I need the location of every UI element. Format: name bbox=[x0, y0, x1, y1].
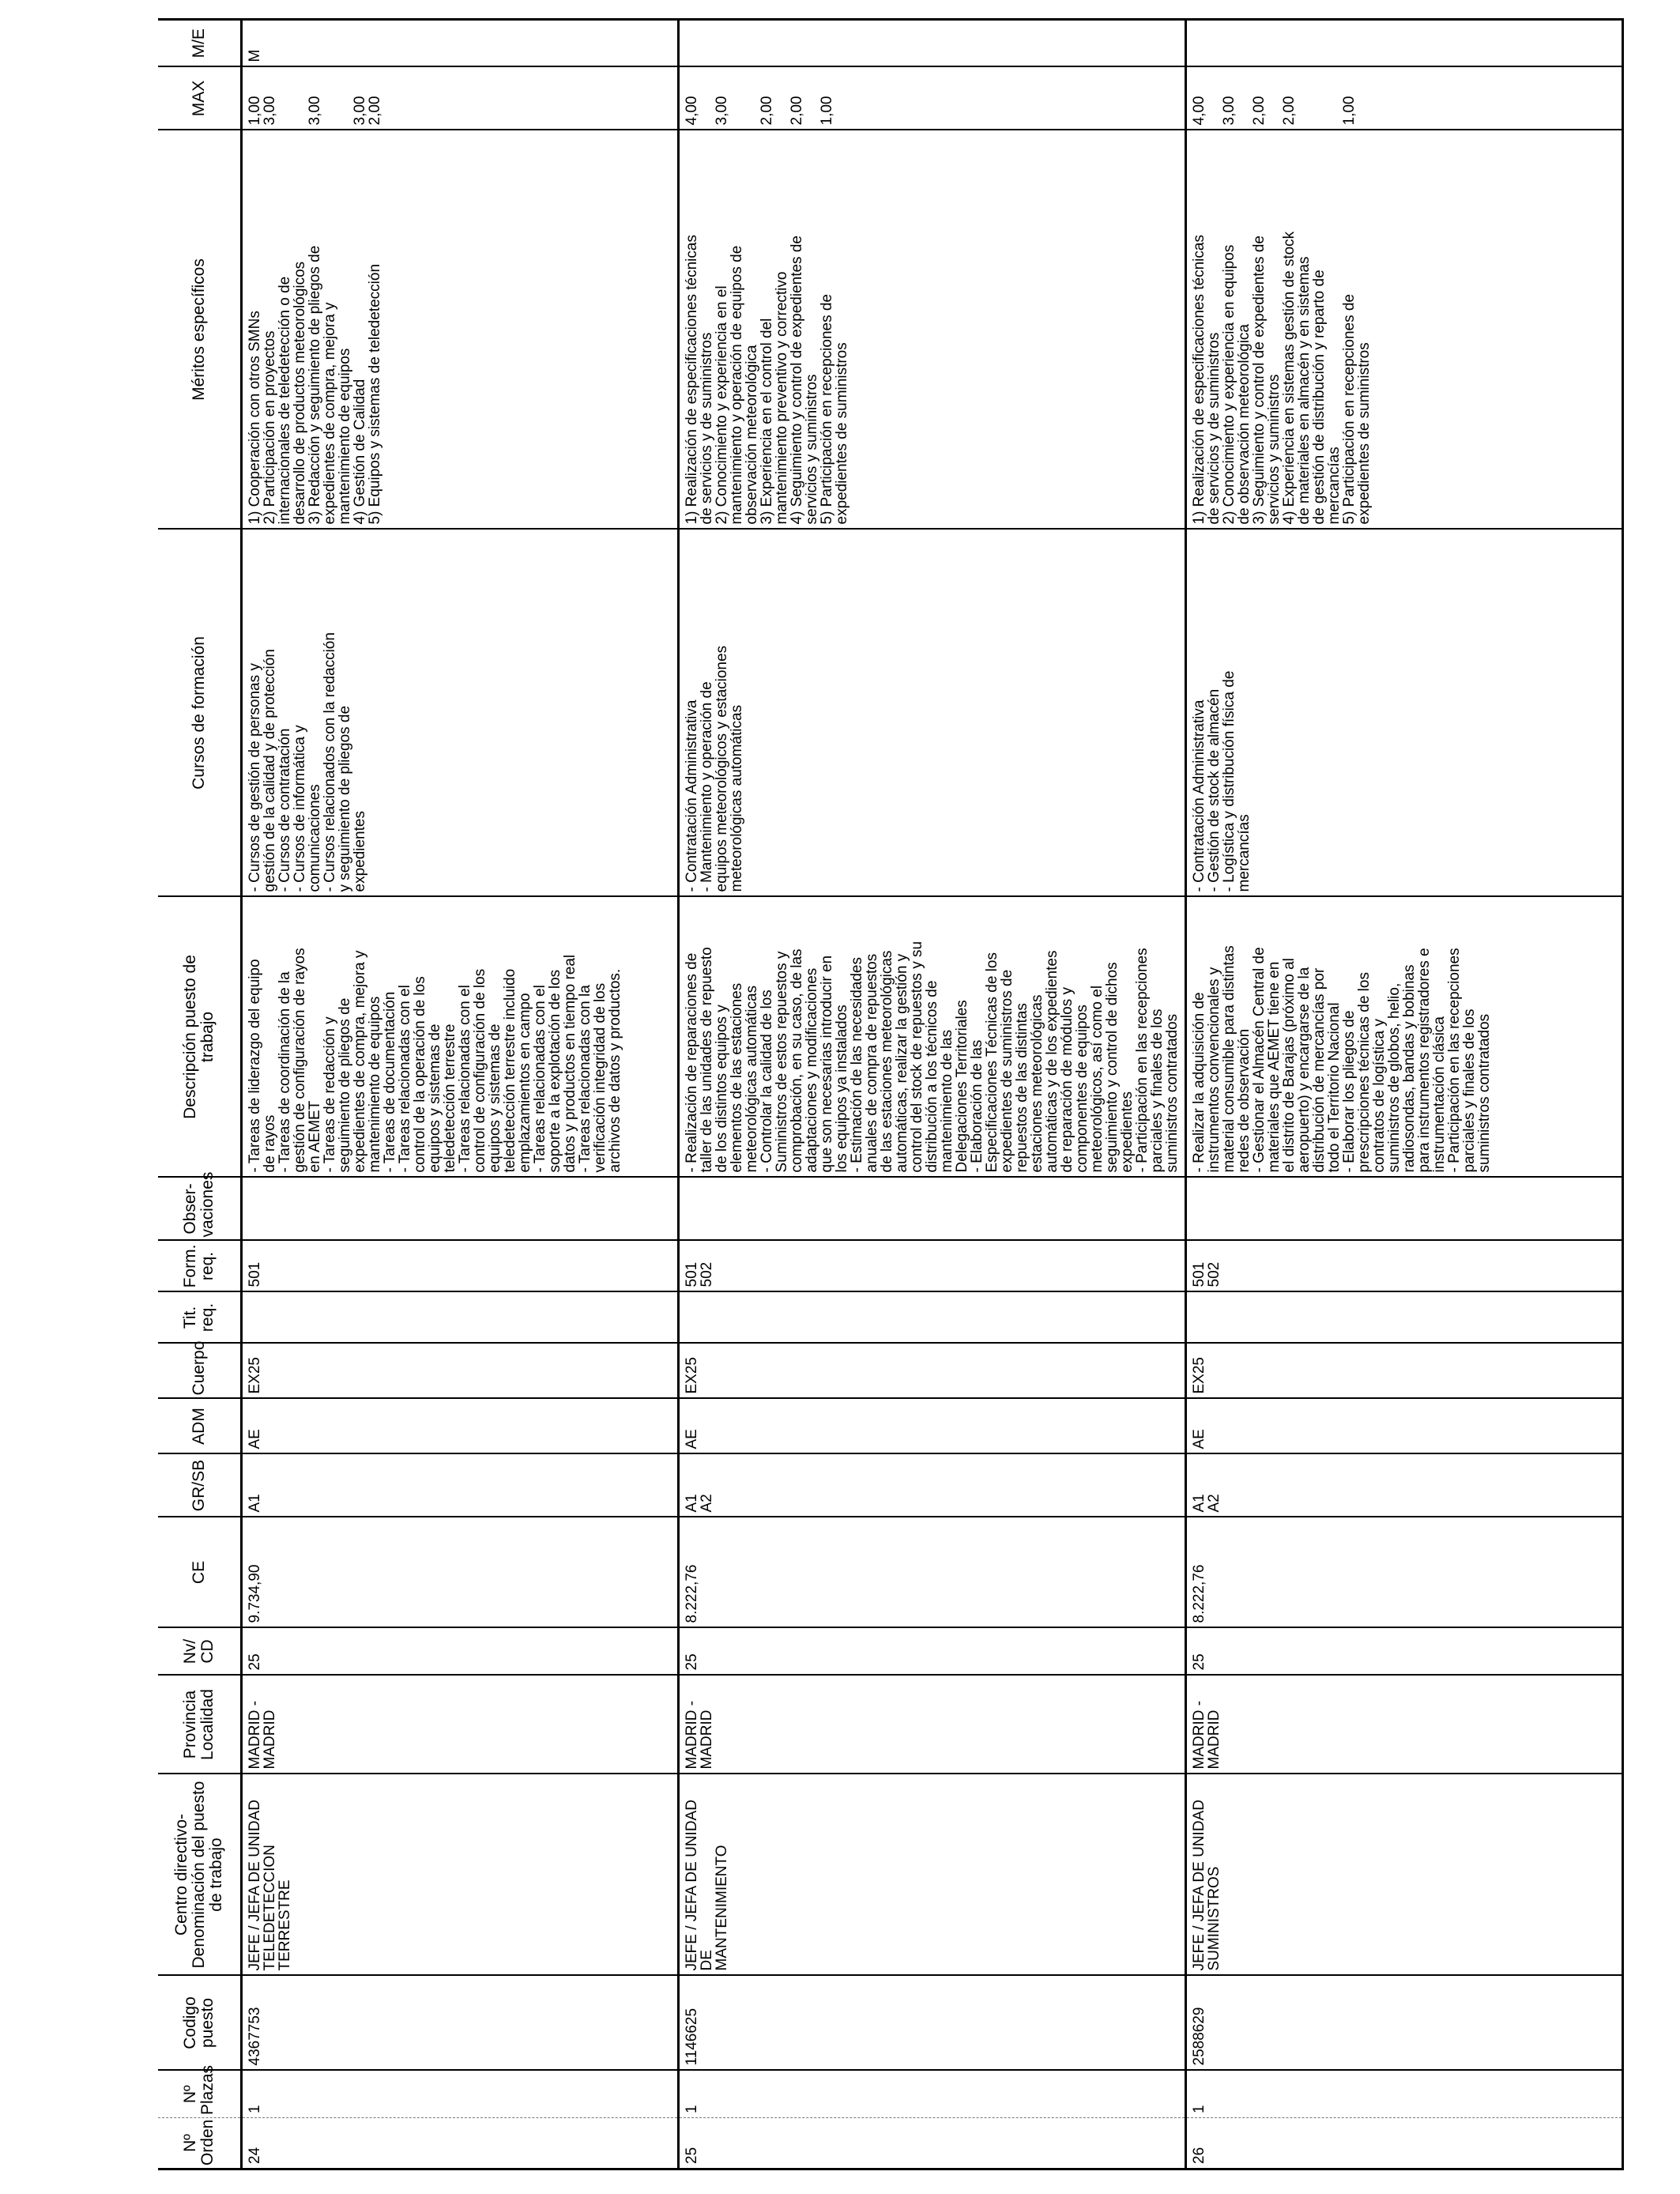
header-grsb: GR/SB bbox=[158, 1454, 242, 1517]
cell-adm: AE bbox=[1186, 1399, 1623, 1454]
cell-grsb: A1 A2 bbox=[1186, 1454, 1623, 1517]
header-cursos: Cursos de formación bbox=[158, 530, 242, 897]
header-plazas: Nº Plazas bbox=[158, 2071, 242, 2118]
header-ce: CE bbox=[158, 1517, 242, 1628]
cell-nvcd: 25 bbox=[1186, 1628, 1623, 1676]
header-tit: Tit. req. bbox=[158, 1292, 242, 1344]
cell-form: 501 502 bbox=[679, 1241, 1186, 1292]
cell-cuerpo: EX25 bbox=[1186, 1344, 1623, 1399]
cell-plazas: 1 bbox=[1186, 2071, 1623, 2118]
cell-cursos: - Contratación Administrativa - Mantenimiento y operación de equipos meteorológicos y estaciones meteorológicas automáticas bbox=[679, 530, 1186, 897]
cell-me bbox=[1186, 20, 1623, 67]
table-row bbox=[679, 20, 1186, 2169]
cell-cursos: - Contratación Administrativa - Gestión de stock de almacén - Logística y distribución física de mercancías bbox=[1186, 530, 1623, 897]
cell-codigo: 4367753 bbox=[242, 1976, 679, 2071]
header-orden: Nº Orden bbox=[158, 2118, 242, 2169]
cell-provincia: MADRID - MADRID bbox=[679, 1676, 1186, 1774]
header-centro: Centro directivo- Denominación del puesto de trabajo bbox=[158, 1774, 242, 1976]
cell-grsb: A1 bbox=[242, 1454, 679, 1517]
header-descripcion: Descripción puesto de trabajo bbox=[158, 897, 242, 1178]
cell-tit bbox=[1186, 1292, 1623, 1344]
header-provincia: Provincia Localidad bbox=[158, 1676, 242, 1774]
cell-plazas: 1 bbox=[679, 2071, 1186, 2118]
cell-descripcion: - Realizar la adquisición de instrumentos convencionales y material consumible para distintas redes de observación - Gestionar el Almacén Central de materiales que AEMET tiene en el distrito de Barajas (próximo al aeropuerto) y encargarse de la distribución de mercancías por todo el Territorio Nacional - Elaborar los pliegos de prescripciones técnicas de los contratos de logística y suministros de globos, helio, radiosondas, bandas y bobinas para instrumentos registradores e instrumentación clásica - Participación en las recepciones parciales y finales de los suministros contratados bbox=[1186, 897, 1623, 1178]
cell-orden: 24 bbox=[242, 2118, 679, 2169]
header-me: M/E bbox=[158, 20, 242, 67]
cell-centro: JEFE / JEFA DE UNIDAD SUMINISTROS bbox=[1186, 1774, 1623, 1976]
cell-cursos: - Cursos de gestión de personas y gestión de la calidad y de protección - Cursos de contratación - Cursos de informática y comunicaciones - Cursos relacionados con la redacción y seguimiento de pliegos de expedientes bbox=[242, 530, 679, 897]
cell-me bbox=[679, 20, 1186, 67]
cell-codigo: 2588629 bbox=[1186, 1976, 1623, 2071]
cell-meritos: 1) Cooperación con otros SMNs 2) Participación en proyectos internacionales de teledetección o de desarrollo de productos meteorológicos 3) Redacción y seguimiento de pliegos de expedientes de compra, mejora y mantenimiento de equipos 4) Gestión de Calidad 5) Equipos y sistemas de teledetección bbox=[242, 130, 679, 530]
cell-form: 501 502 bbox=[1186, 1241, 1623, 1292]
header-max: MAX bbox=[158, 67, 242, 130]
cell-ce: 8.222,76 bbox=[1186, 1517, 1623, 1628]
cell-meritos: 1) Realización de especificaciones técnicas de servicios y de suministros 2) Conocimiento y experiencia en el mantenimiento y operación de equipos de observación meteorológica 3) Experiencia en el control del mantenimiento preventivo y correctivo 4) Seguimiento y control de expedientes de servicios y suministros 5) Participación en recepciones de expedientes de suministros bbox=[679, 130, 1186, 530]
cell-centro: JEFE / JEFA DE UNIDAD TELEDETECCION TERRESTRE bbox=[242, 1774, 679, 1976]
table-row bbox=[242, 20, 679, 2169]
cell-codigo: 1146625 bbox=[679, 1976, 1186, 2071]
cell-adm: AE bbox=[679, 1399, 1186, 1454]
cell-nvcd: 25 bbox=[679, 1628, 1186, 1676]
cell-meritos: 1) Realización de especificaciones técnicas de servicios y de suministros 2) Conocimiento y experiencia en equipos de observación meteorológica 3) Seguimiento y control de expedientes de servicios y suministros 4) Experiencia en sistemas gestión de stock de materiales en almacén y en sistemas de gestión de distribución y reparto de mercancías 5) Participación en recepciones de expedientes de suministros bbox=[1186, 130, 1623, 530]
cell-form: 501 bbox=[242, 1241, 679, 1292]
cell-cuerpo: EX25 bbox=[679, 1344, 1186, 1399]
cell-ce: 9.734,90 bbox=[242, 1517, 679, 1628]
cell-plazas: 1 bbox=[242, 2071, 679, 2118]
cell-ce: 8.222,76 bbox=[679, 1517, 1186, 1628]
cell-tit bbox=[242, 1292, 679, 1344]
header-form: Form. req. bbox=[158, 1241, 242, 1292]
table-row bbox=[1186, 20, 1623, 2169]
cell-max: 4,00 3,00 2,00 2,00 1,00 bbox=[1186, 67, 1623, 130]
header-adm: ADM bbox=[158, 1399, 242, 1454]
cell-max: 4,00 3,00 2,00 2,00 1,00 bbox=[679, 67, 1186, 130]
cell-cuerpo: EX25 bbox=[242, 1344, 679, 1399]
cell-max: 1,00 3,00 3,00 3,00 2,00 bbox=[242, 67, 679, 130]
header-meritos: Méritos específicos bbox=[158, 130, 242, 530]
cell-orden: 25 bbox=[679, 2118, 1186, 2169]
header-obs: Obser- vaciones bbox=[158, 1178, 242, 1241]
cell-nvcd: 25 bbox=[242, 1628, 679, 1676]
job-positions-table bbox=[158, 18, 1624, 2170]
cell-obs bbox=[679, 1178, 1186, 1241]
cell-descripcion: - Realización de reparaciones de taller de las unidades de repuesto de los distintos equipos y elementos de las estaciones meteorológicas automáticas - Controlar la calidad de los Suministros de estos repuestos y comprobación, en su caso, de las adaptaciones y modificaciones que son necesarias introducir en los equipos ya instalados - Estimación de las necesidades anuales de compra de repuestos de las estaciones meteorológicas automáticas, realizar la gestión y control del stock de repuestos y su distribución a los técnicos de mantenimiento de las Delegaciones Territoriales - Elaboración de las Especificaciones Técnicas de los expedientes de suministros de repuestos de las distintas estaciones meteorológicas automáticas y de los expedientes de reparación de módulos y componentes de equipos meteorológicos, así como el seguimiento y control de dichos expedientes - Participación en las recepciones parciales y finales de los suministros contratados bbox=[679, 897, 1186, 1178]
header-row bbox=[158, 20, 242, 2169]
cell-descripcion: - Tareas de liderazgo del equipo de rayos - Tareas de coordinación de la gestión de configuración de rayos en AEMET - Tareas de redacción y seguimiento de pliegos de expedientes de compra, mejora y mantenimiento de equipos - Tareas de documentación - Tareas relacionadas con el control de la operación de los equipos y sistemas de teledetección terrestre - Tareas relacionadas con el control de configuración de los equipos y sistemas de teledetección terrestre incluido emplazamientos en campo - Tareas relacionadas con el soporte a la explotación de los datos y productos en tiempo real - Tareas relacionadas con la verificación integridad de los archivos de datos y productos. bbox=[242, 897, 679, 1178]
header-codigo: Codigo puesto bbox=[158, 1976, 242, 2071]
cell-grsb: A1 A2 bbox=[679, 1454, 1186, 1517]
header-cuerpo: Cuerpo bbox=[158, 1344, 242, 1399]
cell-obs bbox=[1186, 1178, 1623, 1241]
cell-me: M bbox=[242, 20, 679, 67]
cell-provincia: MADRID - MADRID bbox=[242, 1676, 679, 1774]
cell-obs bbox=[242, 1178, 679, 1241]
cell-orden: 26 bbox=[1186, 2118, 1623, 2169]
cell-provincia: MADRID - MADRID bbox=[1186, 1676, 1623, 1774]
cell-tit bbox=[679, 1292, 1186, 1344]
header-nvcd: Nv/ CD bbox=[158, 1628, 242, 1676]
cell-adm: AE bbox=[242, 1399, 679, 1454]
cell-centro: JEFE / JEFA DE UNIDAD DE MANTENIMIENTO bbox=[679, 1774, 1186, 1976]
